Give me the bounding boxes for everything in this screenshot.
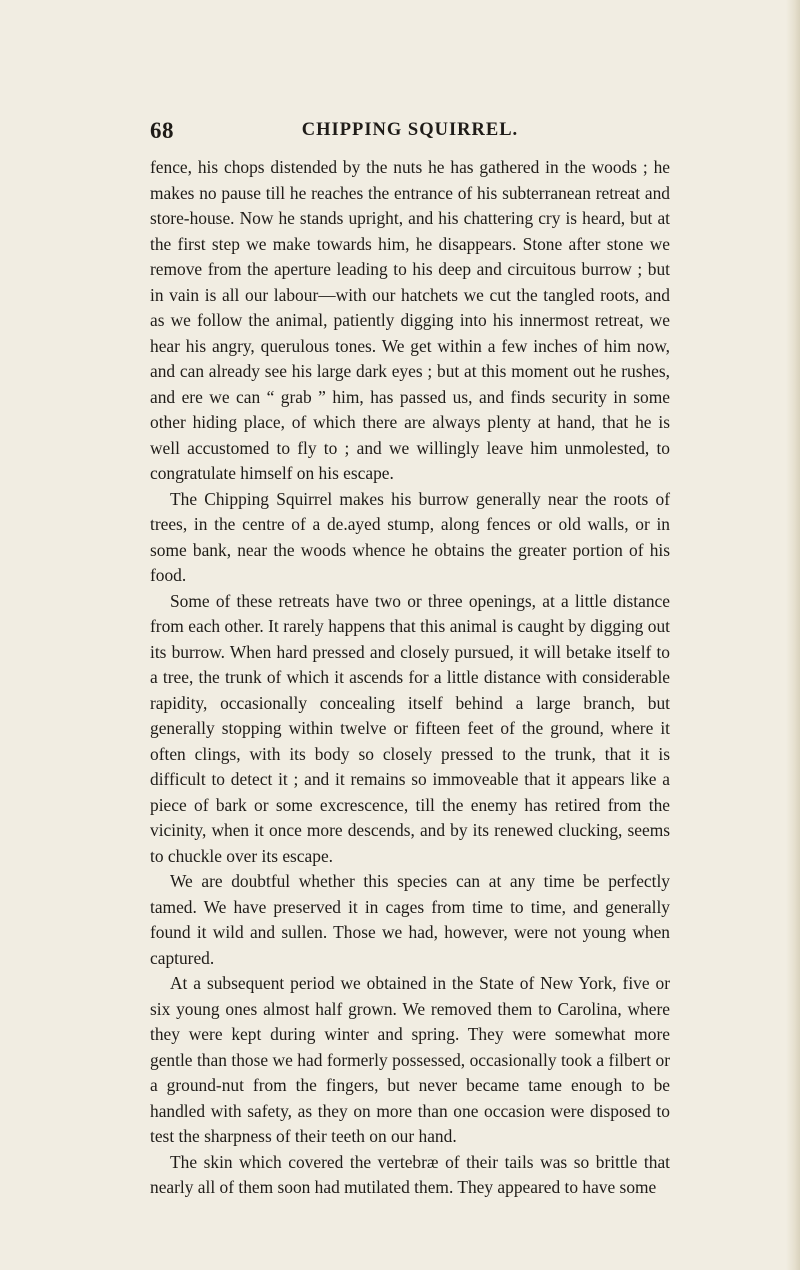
page-header bbox=[150, 118, 670, 148]
paragraph-1: fence, his chops distended by the nuts he has gathered in the woods ; he makes no pause till he reaches the entrance of his subterranean retreat and store-house. Now he stands upright, and his chattering cry is heard, but at the first step we make towards him, he disappears. Stone after stone we remove from the aperture leading to his deep and circuitous burrow ; but in vain is all our labour—with our hatchets we cut the tangled roots, and as we follow the animal, patiently digging into his innermost retreat, we hear his angry, querulous tones. We get within a few inches of him now, and can already see his large dark eyes ; but at this moment out he rushes, and ere we can “ grab ” him, has passed us, and finds security in some other hiding place, of which there are always plenty at hand, that he is well accustomed to fly to ; and we willingly leave him unmolested, to congratulate himself on his escape. bbox=[150, 157, 670, 483]
paragraph-5: At a subsequent period we obtained in the State of New York, five or six young ones almost half grown. We removed them to Carolina, where they were kept during winter and spring. They were somewhat more gentle than those we had formerly possessed, occasionally took a filbert or a ground-nut from the fingers, but never became tame enough to be handled with safety, as they on more than one occasion were disposed to test the sharpness of their teeth on our hand. bbox=[150, 973, 670, 1146]
paragraph-2: The Chipping Squirrel makes his burrow generally near the roots of trees, in the centre of a de.ayed stump, along fences or old walls, or in some bank, near the woods whence he obtains the greater portion of his food. bbox=[150, 488, 670, 585]
body-text bbox=[150, 155, 670, 1201]
paragraph-6: The skin which covered the vertebræ of their tails was so brittle that nearly all of them soon had mutilated them. They appeared to have some bbox=[150, 1151, 670, 1197]
page-edge-shadow bbox=[786, 0, 800, 1270]
paragraph-4: We are doubtful whether this species can at any time be perfectly tamed. We have preserved it in cages from time to time, and generally found it wild and sullen. Those we had, however, were not young when captured. bbox=[150, 871, 670, 968]
page-number: 68 bbox=[150, 118, 174, 143]
running-title: CHIPPING SQUIRREL. bbox=[301, 120, 519, 140]
paragraph-3: Some of these retreats have two or three openings, at a little distance from each other. It rarely happens that this animal is caught by digging out its burrow. When hard pressed and closely pursued, it will betake itself to a tree, the trunk of which it ascends for a little distance with considerable rapidity, occasionally concealing itself behind a large branch, but generally stopping within twelve or fifteen feet of the ground, where it often clings, with its body so closely pressed to the trunk, that it is difficult to detect it ; and it remains so immoveable that it appears like a piece of bark or some excrescence, till the enemy has retired from the vicinity, when it once more descends, and by its renewed clucking, seems to chuckle over its escape. bbox=[150, 590, 670, 866]
